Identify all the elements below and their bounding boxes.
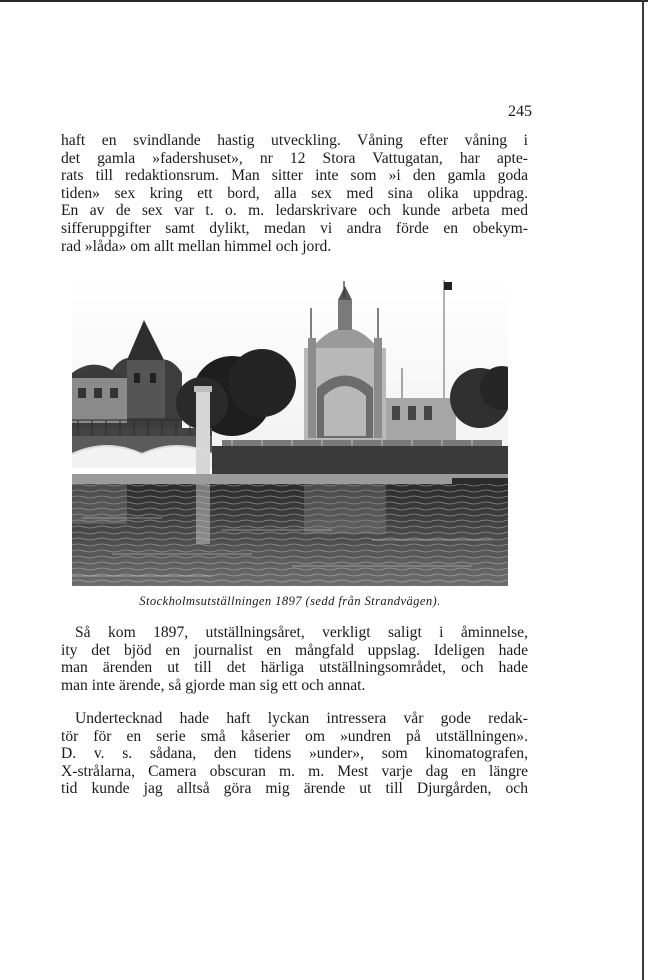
- text-line: tid kunde jag alltså göra mig ärende ut till Djurgården, och: [61, 780, 528, 798]
- page-number: 245: [508, 103, 532, 120]
- text-line: det gamla »fadershuset», nr 12 Stora Vattugatan, har apte-: [61, 149, 528, 167]
- text-line: X-strålarna, Camera obscuran m. m. Mest varje dag en längre: [61, 762, 528, 780]
- scan-edge-right: [642, 0, 644, 980]
- text-line: haft en svindlande hastig utveckling. Våning efter våning i: [61, 132, 528, 149]
- text-line: En av de sex var t. o. m. ledarskrivare och kunde arbeta med: [61, 202, 528, 220]
- text-line: sifferuppgifter samt dylikt, medan vi andra förde en obekym-: [61, 219, 528, 237]
- paragraph-bottom: [61, 710, 528, 798]
- text-line: D. v. s. sådana, den tidens »under», som kinomatografen,: [61, 745, 528, 763]
- text-line: tiden» sex kring ett bord, alla sex med sina olika uppdrag.: [61, 184, 528, 202]
- exhibition-photograph: [72, 278, 508, 586]
- text-line: Så kom 1897, utställningsåret, verkligt saligt i åminnelse,: [75, 624, 528, 641]
- paragraph-mid: [61, 624, 528, 694]
- paragraph-top: [61, 132, 528, 255]
- text-line: tör för en serie små kåserier om »undren på utställningen».: [61, 727, 528, 745]
- text-line: Undertecknad hade haft lyckan intressera vår gode redak-: [75, 710, 528, 727]
- text-line: rad »låda» om allt mellan himmel och jord.: [61, 237, 332, 255]
- text-line: man ärenden ut till det härliga utställningsområdet, och hade: [61, 659, 528, 677]
- photo-caption: Stockholmsutställningen 1897 (sedd från Strandvägen).: [139, 594, 441, 608]
- text-line: rats till redaktionsrum. Man sitter inte som »i den gamla goda: [61, 167, 528, 185]
- scan-edge-top: [0, 0, 648, 2]
- text-line: man inte ärende, så gjorde man sig ett och annat.: [61, 676, 366, 694]
- text-line: ity det bjöd en journalist en mångfald uppslag. Ideligen hade: [61, 641, 528, 659]
